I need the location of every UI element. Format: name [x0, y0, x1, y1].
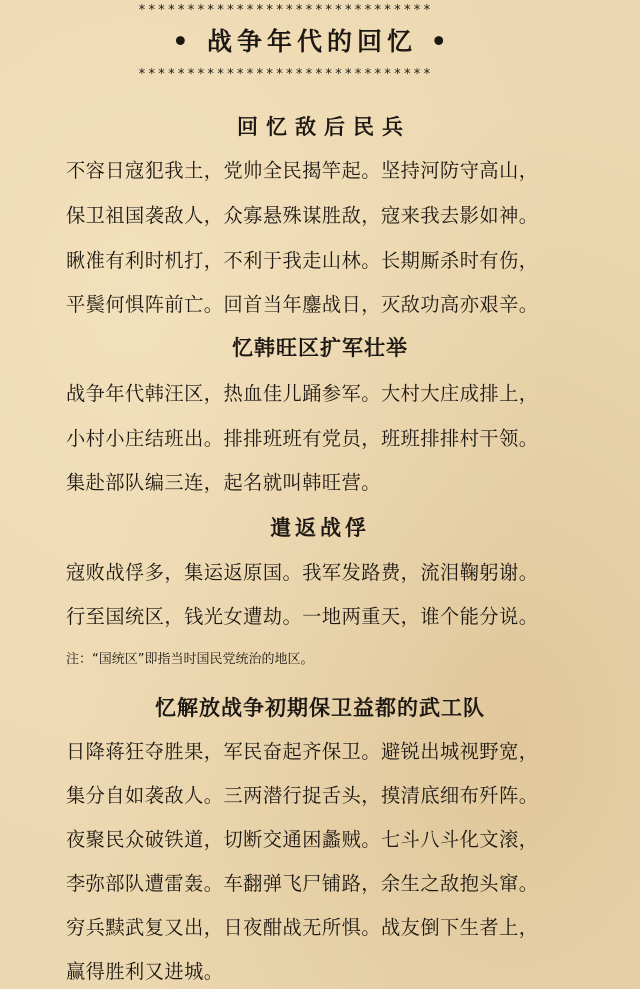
poem-line: 集赴部队编三连，起名就叫韩旺营。: [66, 471, 381, 494]
footnote: 注：“国统区”即指当时国民党统治的地区。: [66, 652, 314, 667]
poem-line: 保卫祖国袭敌人，众寡悬殊谋胜敌，寇来我去影如神。: [66, 204, 539, 227]
poem-line: 穷兵黩武复又出，日夜酣战无所惧。战友倒下生者上，: [66, 916, 539, 939]
star-border-bottom: ******************************: [138, 68, 433, 82]
section-title-zhanfu: 遣返战俘: [270, 516, 370, 540]
section-title-wugongdui: 忆解放战争初期保卫益都的武工队: [155, 696, 485, 720]
poem-line: 集分自如袭敌人。三两潜行捉舌头，摸清底细布歼阵。: [66, 784, 539, 807]
section-title-kuojun: 忆韩旺区扩军壮举: [232, 336, 408, 360]
poem-line: 日降蒋狂夺胜果，军民奋起齐保卫。避锐出城视野宽，: [66, 740, 539, 763]
section-title-minbing: 回忆敌后民兵: [237, 115, 411, 139]
star-border-top: ******************************: [138, 4, 433, 18]
page-title: • 战争年代的回忆 •: [172, 27, 452, 56]
poem-line: 行至国统区，钱光女遭劫。一地两重天，谁个能分说。: [66, 605, 539, 628]
poem-line: 赢得胜利又进城。: [66, 960, 224, 983]
poem-line: 小村小庄结班出。排排班班有党员，班班排排村干领。: [66, 427, 539, 450]
poem-line: 平鬓何惧阵前亡。回首当年鏖战日，灭敌功高亦艰辛。: [66, 293, 539, 316]
poem-line: 寇败战俘多，集运返原国。我军发路费，流泪鞠躬谢。: [66, 561, 539, 584]
poem-line: 瞅准有利时机打，不利于我走山林。长期厮杀时有伤，: [66, 249, 539, 272]
poem-line: 战争年代韩汪区，热血佳儿踊参军。大村大庄成排上，: [66, 382, 539, 405]
poem-line: 夜聚民众破铁道，切断交通困蠡贼。七斗八斗化文滚，: [66, 828, 539, 851]
poem-line: 李弥部队遭雷轰。车翻弹飞尸铺路，余生之敌抱头窜。: [66, 872, 539, 895]
poem-line: 不容日寇犯我土，党帅全民揭竿起。坚持河防守高山，: [66, 159, 539, 182]
